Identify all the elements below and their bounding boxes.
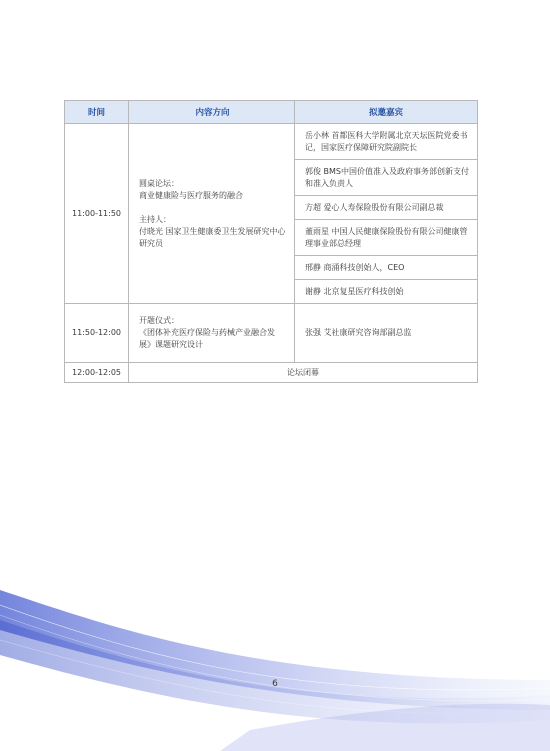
- topic-cell: [129, 124, 295, 304]
- topic-text: 《团体补充医疗保险与药械产业融合发展》课题研究设计: [139, 328, 275, 349]
- schedule-table: [64, 100, 478, 383]
- table-row: [65, 363, 478, 383]
- header-guests: 拟邀嘉宾: [295, 101, 478, 124]
- header-topic: 内容方向: [129, 101, 295, 124]
- guest-cell: 岳小林 首都医科大学附属北京天坛医院党委书记，国家医疗保障研究院副院长: [295, 124, 478, 160]
- topic-label: 开题仪式：: [139, 316, 179, 325]
- host-label: 主持人：: [139, 214, 171, 224]
- guest-cell: 邢静 商涌科技创始人，CEO: [295, 256, 478, 280]
- guest-cell: 郭俊 BMS中国价值准入及政府事务部创新支付和准入负责人: [295, 160, 478, 196]
- guest-cell: 方超 爱心人寿保险股份有限公司副总裁: [295, 196, 478, 220]
- topic-text: 商业健康险与医疗服务的融合: [139, 190, 243, 200]
- host-text: 付晓光 国家卫生健康委卫生发展研究中心研究员: [139, 226, 286, 248]
- guest-cell: 张强 艾社康研究咨询部副总监: [295, 304, 478, 363]
- decorative-wave: [0, 560, 550, 751]
- table-row: [65, 124, 478, 160]
- guest-cell: 董雨星 中国人民健康保险股份有限公司健康管理事业部总经理: [295, 220, 478, 256]
- time-cell: 12:00-12:05: [65, 363, 129, 383]
- time-cell: 11:00-11:50: [65, 124, 129, 304]
- topic-spacer: [139, 202, 286, 214]
- guest-cell: 谢静 北京复星医疗科技创始: [295, 280, 478, 304]
- closing-cell: 论坛闭幕: [129, 363, 478, 383]
- table-header-row: [65, 101, 478, 124]
- topic-label: 圆桌论坛：: [139, 178, 179, 188]
- time-cell: 11:50-12:00: [65, 304, 129, 363]
- page-number: 6: [272, 679, 278, 689]
- table-row: [65, 304, 478, 363]
- topic-cell: [129, 304, 295, 363]
- header-time: 时间: [65, 101, 129, 124]
